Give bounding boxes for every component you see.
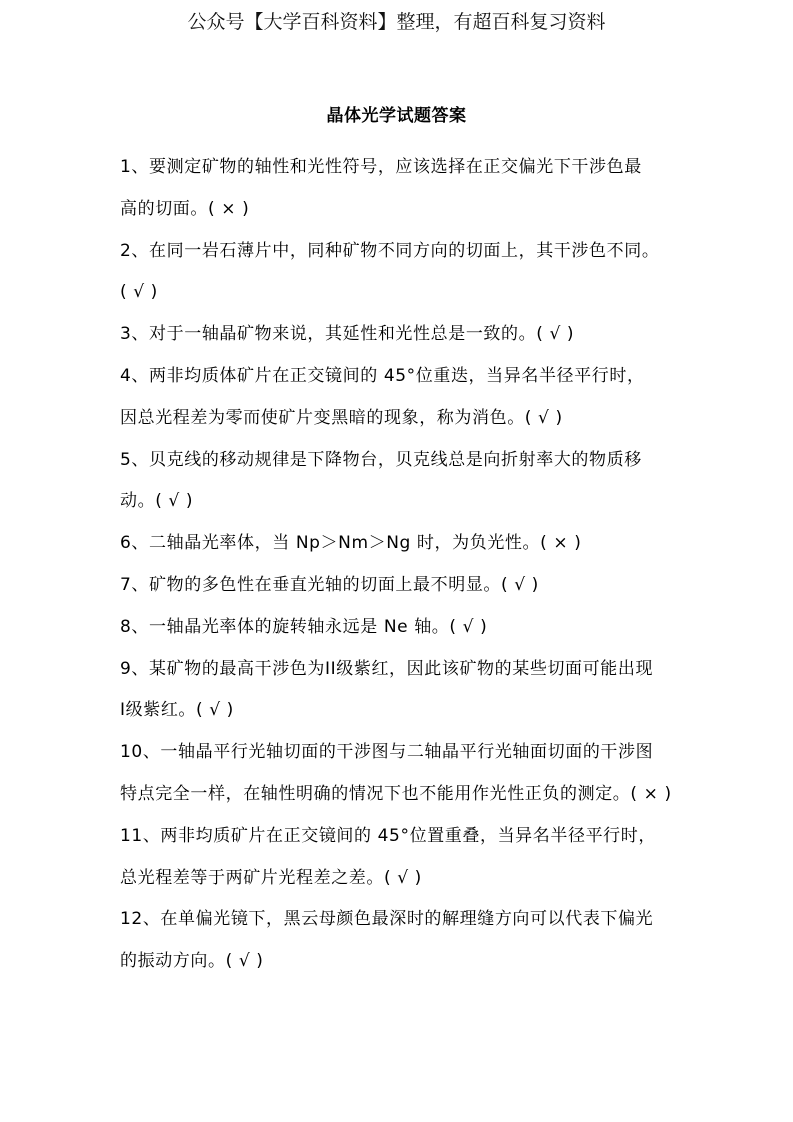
question-item-5 <box>120 440 685 524</box>
item-line: 10、一轴晶平行光轴切面的干涉图与二轴晶平行光轴面切面的干涉图 <box>120 742 654 763</box>
item-line: 12、在单偏光镜下，黑云母颜色最深时的解理缝方向可以代表下偏光 <box>120 909 654 930</box>
item-line: ( √ ) <box>120 282 158 303</box>
question-item-12 <box>120 899 685 983</box>
item-line: 特点完全一样，在轴性明确的情况下也不能用作光性正负的测定。( × ) <box>120 783 672 804</box>
item-line: 7、矿物的多色性在垂直光轴的切面上最不明显。( √ ) <box>120 574 539 595</box>
item-line: 5、贝克线的移动规律是下降物台，贝克线总是向折射率大的物质移 <box>120 449 642 470</box>
item-line: 8、一轴晶光率体的旋转轴永远是 Ne 轴。( √ ) <box>120 616 488 637</box>
question-item-1 <box>120 147 685 231</box>
question-item-8 <box>120 607 685 649</box>
question-item-2 <box>120 231 685 315</box>
item-line: 3、对于一轴晶矿物来说，其延性和光性总是一致的。( √ ) <box>120 324 575 345</box>
answer-list <box>120 147 685 983</box>
question-item-9 <box>120 649 685 733</box>
document-title: 晶体光学试题答案 <box>326 106 467 126</box>
question-item-7 <box>120 565 685 607</box>
question-item-6 <box>120 523 685 565</box>
item-line: 9、某矿物的最高干涉色为II级紫红，因此该矿物的某些切面可能出现 <box>120 658 654 679</box>
item-line: 6、二轴晶光率体，当 Np＞Nm＞Ng 时，为负光性。( × ) <box>120 533 582 554</box>
item-line: 高的切面。( × ) <box>120 198 250 219</box>
item-line: 因总光程差为零而使矿片变黑暗的现象，称为消色。( √ ) <box>120 407 563 428</box>
item-line: 总光程差等于两矿片光程差之差。( √ ) <box>120 867 422 888</box>
item-line: 11、两非均质矿片在正交镜间的 45°位置重叠，当异名半径平行时， <box>120 825 656 846</box>
question-item-11 <box>120 816 685 900</box>
item-line: 1、要测定矿物的轴性和光性符号，应该选择在正交偏光下干涉色最 <box>120 157 642 177</box>
item-line: 动。( √ ) <box>120 491 194 512</box>
item-line: 2、在同一岩石薄片中，同种矿物不同方向的切面上，其干涉色不同。 <box>120 240 660 261</box>
item-line: I级紫红。( √ ) <box>120 700 234 721</box>
question-item-10 <box>120 732 685 816</box>
page-header: 公众号【大学百科资料】整理，有超百科复习资料 <box>187 11 606 33</box>
question-item-4 <box>120 356 685 440</box>
item-line: 4、两非均质体矿片在正交镜间的 45°位重迭，当异名半径平行时， <box>120 365 645 386</box>
item-line: 的振动方向。( √ ) <box>120 951 264 972</box>
question-item-3 <box>120 314 685 356</box>
